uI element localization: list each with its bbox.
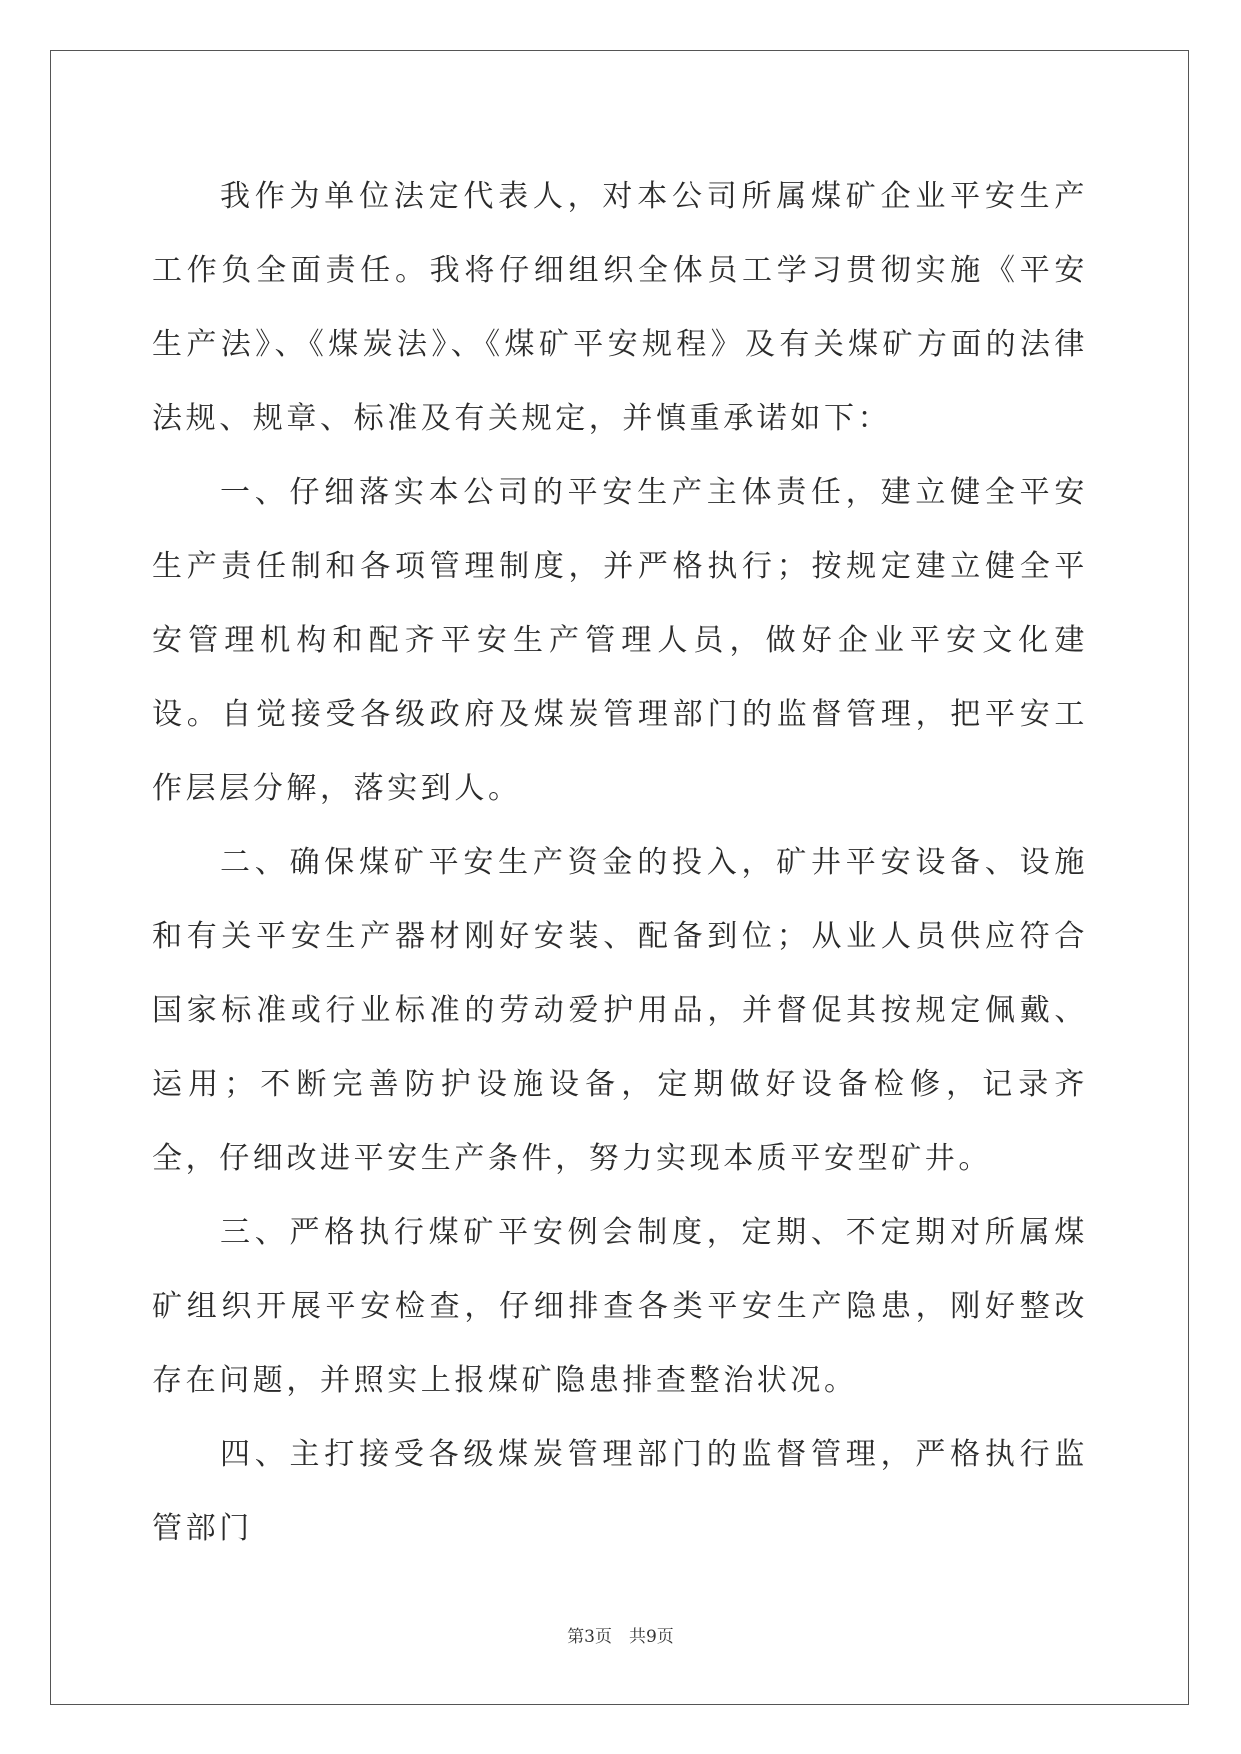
paragraph-item-1: 一、仔细落实本公司的平安生产主体责任，建立健全平安生产责任制和各项管理制度，并严格执行；按规定建立健全平安管理机构和配齐平安生产管理人员，做好企业平安文化建设。自觉接受各级政府及煤炭管理部门的监督管理，把平安工作层层分解，落实到人。 xyxy=(152,475,1088,806)
paragraph-item-2: 二、确保煤矿平安生产资金的投入，矿井平安设备、设施和有关平安生产器材刚好安装、配备到位；从业人员供应符合国家标准或行业标准的劳动爱护用品，并督促其按规定佩戴、运用；不断完善防护设施设备，定期做好设备检修，记录齐全，仔细改进平安生产条件，努力实现本质平安型矿井。 xyxy=(152,845,1088,1176)
paragraph-item-3: 三、严格执行煤矿平安例会制度，定期、不定期对所属煤矿组织开展平安检查，仔细排查各类平安生产隐患，刚好整改存在问题，并照实上报煤矿隐患排查整治状况。 xyxy=(152,1215,1088,1398)
document-body xyxy=(152,160,1088,1566)
page-number-footer: 第3页 共9页 xyxy=(567,1627,674,1647)
paragraph-intro: 我作为单位法定代表人，对本公司所属煤矿企业平安生产工作负全面责任。我将仔细组织全体员工学习贯彻实施《平安生产法》、《煤炭法》、《煤矿平安规程》及有关煤矿方面的法律法规、规章、标准及有关规定，并慎重承诺如下： xyxy=(152,179,1088,436)
paragraph-item-4: 四、主打接受各级煤炭管理部门的监督管理，严格执行监管部门 xyxy=(152,1437,1088,1546)
